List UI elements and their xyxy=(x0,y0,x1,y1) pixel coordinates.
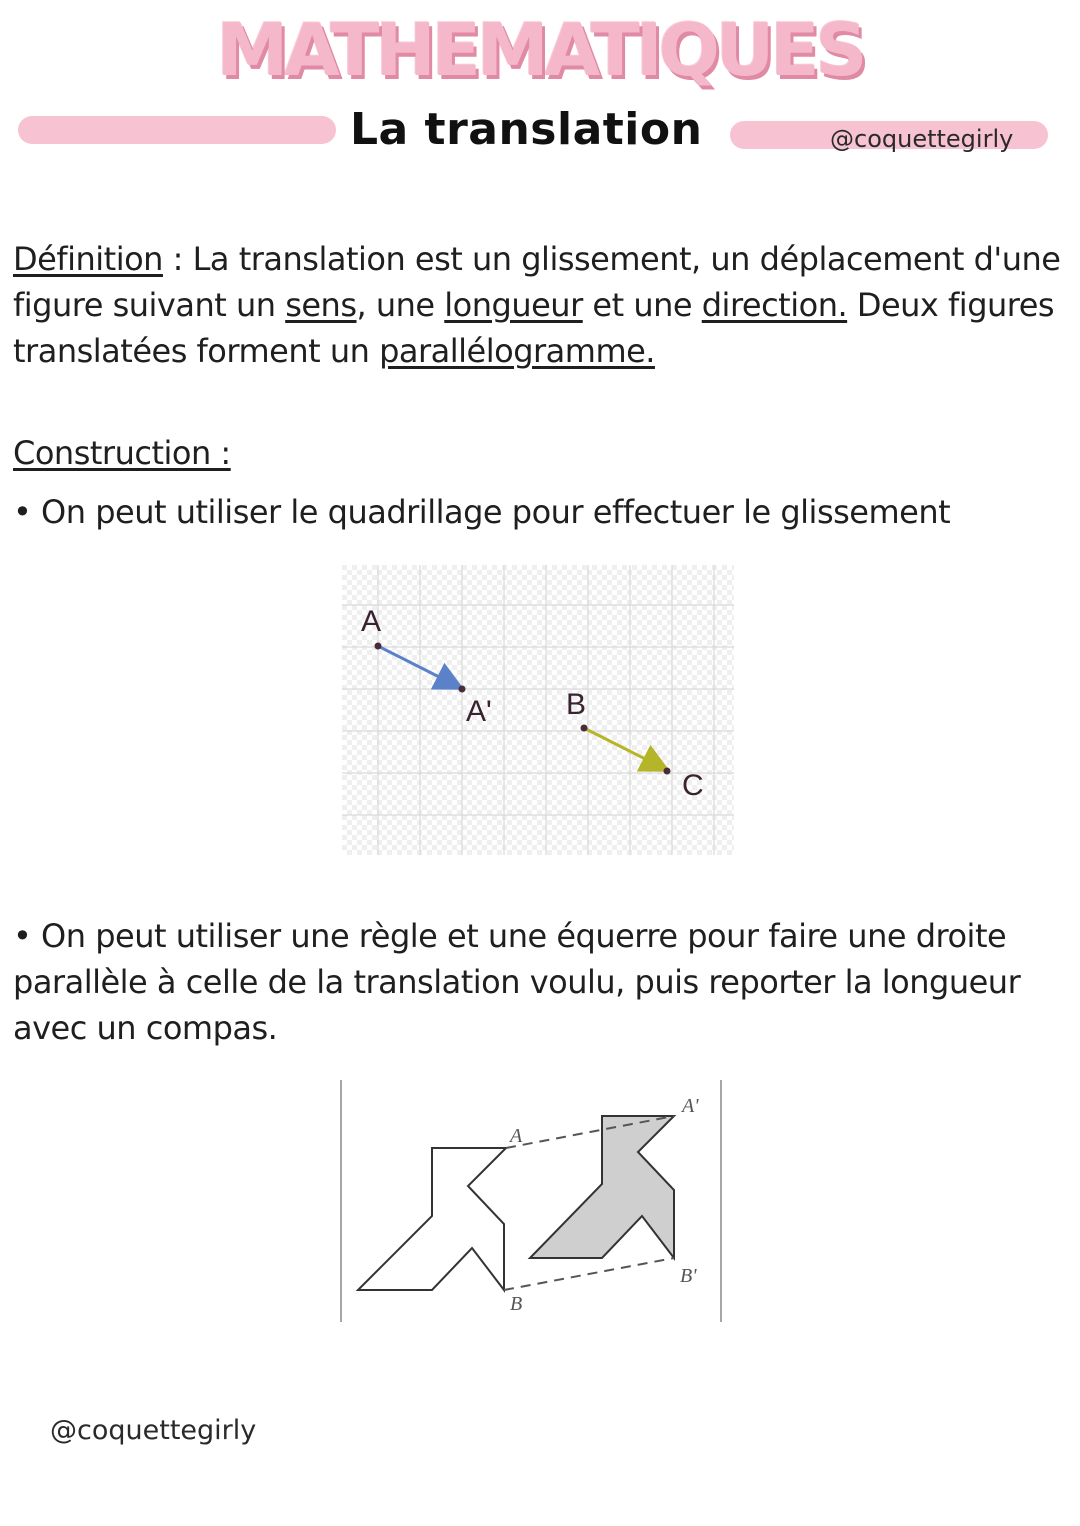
grid-background xyxy=(342,565,734,855)
dashed-line-b xyxy=(504,1258,674,1290)
author-handle-top: @coquettegirly xyxy=(830,125,1014,153)
definition-text-3: et une xyxy=(582,286,702,324)
label-a-prime: A' xyxy=(466,695,492,728)
bullet-quadrillage: • On peut utiliser le quadrillage pour effectuer le glissement xyxy=(13,493,951,531)
keyword-parallelogramme: parallélogramme. xyxy=(379,332,655,370)
grid-translation-figure xyxy=(342,565,734,855)
definition-text-1: La translation est un glissement, un déplacement d'une figure suivant un xyxy=(13,240,1061,324)
label-c: C xyxy=(682,769,704,802)
definition-label: Définition xyxy=(13,240,163,278)
poly-label-a-prime: A' xyxy=(682,1095,699,1117)
bullet-regle-equerre: • On peut utiliser une règle et une équerre pour faire une droite parallèle à celle de la translation voulu, puis reporter la longueur avec un compas. xyxy=(13,917,1021,1047)
subtitle: La translation xyxy=(350,104,703,155)
definition-text-4: Deux figures translatées forment un xyxy=(13,286,1055,370)
keyword-longueur: longueur xyxy=(444,286,583,324)
poly-label-b: B xyxy=(510,1293,523,1315)
point-a-prime xyxy=(459,686,466,693)
point-b xyxy=(581,725,588,732)
definition-separator: : xyxy=(162,240,193,278)
label-b: B xyxy=(566,688,587,721)
page-title: MATHEMATIQUES xyxy=(216,8,864,92)
author-handle-bottom: @coquettegirly xyxy=(50,1415,257,1446)
poly-label-a: A xyxy=(510,1125,523,1147)
original-figure xyxy=(358,1148,506,1290)
point-c xyxy=(664,768,671,775)
construction-heading: Construction : xyxy=(13,434,231,472)
keyword-direction: direction. xyxy=(701,286,848,324)
poly-label-b-prime: B' xyxy=(680,1265,697,1287)
definition-text-2: , une xyxy=(356,286,445,324)
label-a: A xyxy=(361,605,382,638)
decorative-bar-left xyxy=(18,116,336,144)
translated-figure xyxy=(530,1116,674,1258)
point-a xyxy=(375,643,382,650)
keyword-sens: sens xyxy=(285,286,357,324)
polygon-translation-figure xyxy=(340,1080,722,1322)
definition-paragraph xyxy=(13,236,1068,374)
